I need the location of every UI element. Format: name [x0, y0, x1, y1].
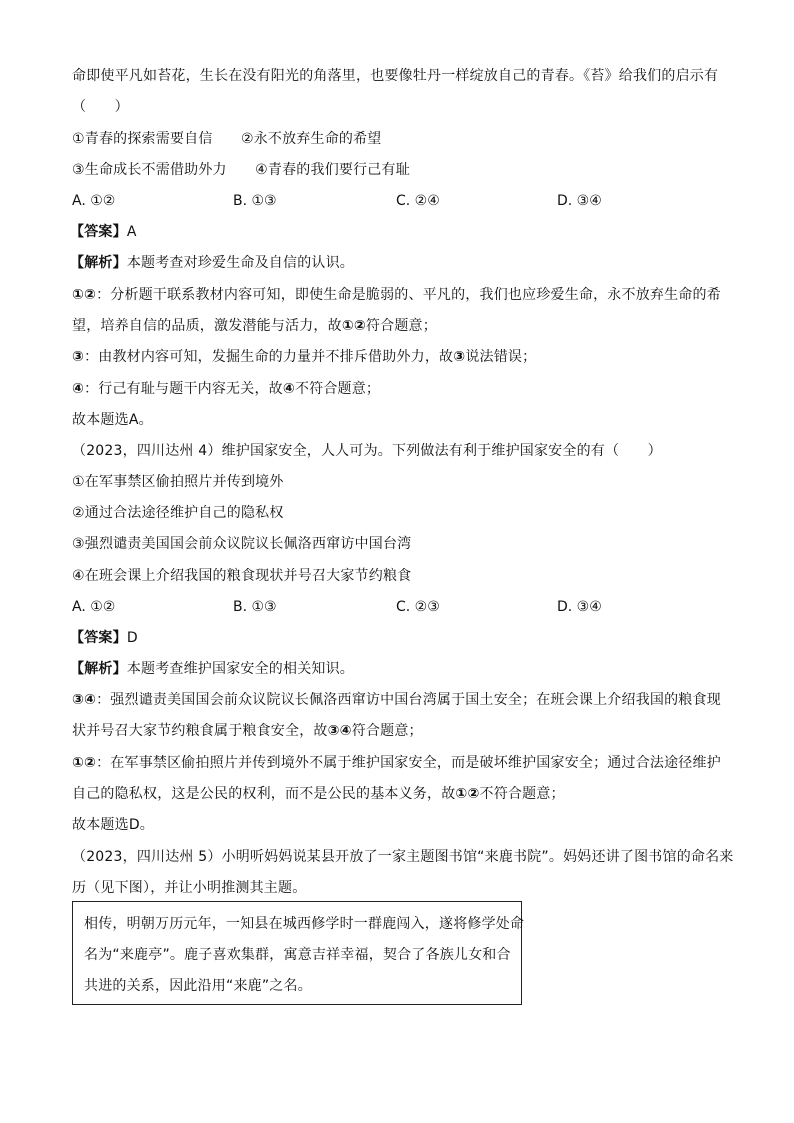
q4-conclusion	[72, 815, 154, 835]
text: 不符合题意；	[479, 786, 565, 802]
marks: ③④	[72, 692, 97, 708]
q3-analysis-p3	[72, 379, 380, 399]
q5-stem-line2: 历（见下图），并让小明推测其主题。	[72, 880, 307, 896]
text: D。	[128, 817, 154, 833]
q4-option-a: A. ①②	[72, 599, 116, 615]
q4-item-2: ②通过合法途径维护自己的隐私权	[72, 505, 284, 521]
marks: ①②	[72, 287, 97, 303]
q3-option-c: C. ②④	[396, 193, 440, 209]
text: 故本题选	[72, 412, 129, 428]
q3-option-a: A. ①②	[72, 193, 116, 209]
marks: ①②	[455, 786, 480, 802]
text: 故本题选	[72, 817, 129, 833]
quote-line: 共进的关系，因此沿用“来鹿”之名。	[84, 978, 312, 994]
q3-answer	[70, 222, 137, 242]
q4-analysis-p1-line1	[72, 690, 721, 710]
text: ：分析题干联系教材内容可知，即使生命是脆弱的、平凡的，我们也应珍爱生命，永不放弃生命的希	[96, 287, 721, 303]
q4-stem: （2023，四川达州 4）维护国家安全，人人可为。下列做法有利于维护国家安全的有（ ）	[72, 443, 662, 459]
marks: ③④	[327, 723, 352, 739]
q4-analysis-p2-line1	[72, 753, 721, 773]
marks: ①②	[341, 318, 366, 334]
answer-value: A	[126, 224, 137, 240]
q3-conclusion	[72, 410, 153, 430]
marks: ④	[72, 381, 85, 397]
q4-item-1: ①在军事禁区偷拍照片并传到境外	[72, 474, 284, 490]
text: ：强烈谴责美国国会前众议院议长佩洛西窜访中国台湾属于国土安全；在班会课上介绍我国的粮食现	[96, 692, 721, 708]
q3-stem-line2: （ ）	[72, 99, 129, 115]
analysis-text: 本题考查维护国家安全的相关知识。	[126, 661, 355, 677]
q4-analysis-intro	[70, 659, 354, 679]
text: 状并号召大家节约粮食属于粮食安全，故	[72, 723, 328, 739]
q3-analysis-p1-line1	[72, 285, 721, 305]
q4-item-4: ④在班会课上介绍我国的粮食现状并号召大家节约粮食	[72, 568, 412, 584]
quote-line: 相传，明朝万历元年，一知县在城西修学时一群鹿闯入，遂将修学处命	[84, 916, 525, 932]
answer-tag: 【答案】	[70, 630, 127, 646]
marks: ④	[282, 381, 295, 397]
q3-items-line2: ③生命成长不需借助外力 ④青春的我们要行己有耻	[72, 162, 410, 178]
q4-option-c: C. ②③	[396, 599, 440, 615]
text: ：行己有耻与题干内容无关，故	[84, 381, 283, 397]
marks: ①②	[72, 755, 97, 771]
text: A。	[128, 412, 153, 428]
q5-quote-box	[72, 901, 525, 1005]
q3-analysis-p2	[72, 347, 536, 367]
q4-option-b: B. ①③	[233, 599, 277, 615]
q4-option-d: D. ③④	[557, 599, 602, 615]
quote-line: 名为“来鹿亭”。鹿子喜欢集群，寓意吉祥幸福，契合了各族儿女和合	[84, 947, 511, 963]
q3-stem-line1: 命即使平凡如苔花，生长在没有阳光的角落里，也要像牡丹一样绽放自己的青春。《苔》给我们的启示有	[72, 68, 719, 84]
text: ：由教材内容可知，发掘生命的力量并不排斥借助外力，故	[84, 349, 454, 365]
q3-analysis-p1-line2	[72, 316, 437, 336]
marks: ③	[72, 349, 85, 365]
text: 说法错误；	[465, 349, 537, 365]
q3-analysis-intro	[70, 253, 354, 273]
q4-analysis-p2-line2	[72, 784, 565, 804]
q5-stem-line1: （2023，四川达州 5）小明听妈妈说某县开放了一家主题图书馆“来鹿书院”。妈妈还讲了图书馆的命名来	[72, 849, 734, 865]
marks: ③	[453, 349, 466, 365]
q4-answer	[70, 628, 138, 648]
answer-tag: 【答案】	[70, 224, 127, 240]
text: 符合题意；	[365, 318, 437, 334]
q4-item-3: ③强烈谴责美国国会前众议院议长佩洛西窜访中国台湾	[72, 536, 412, 552]
q3-items-line1: ①青春的探索需要自信 ②永不放弃生命的希望	[72, 131, 382, 147]
text: 符合题意；	[351, 723, 423, 739]
analysis-tag: 【解析】	[70, 661, 127, 677]
text: ：在军事禁区偷拍照片并传到境外不属于维护国家安全，而是破坏维护国家安全；通过合法途径维护	[96, 755, 721, 771]
answer-value: D	[126, 630, 138, 646]
q3-option-d: D. ③④	[557, 193, 602, 209]
analysis-tag: 【解析】	[70, 255, 127, 271]
analysis-text: 本题考查对珍爱生命及自信的认识。	[126, 255, 355, 271]
q3-option-b: B. ①③	[233, 193, 277, 209]
q4-analysis-p1-line2	[72, 721, 423, 741]
text: 不符合题意；	[294, 381, 381, 397]
text: 自己的隐私权，这是公民的权利，而不是公民的基本义务，故	[72, 786, 456, 802]
text: 望，培养自信的品质，激发潜能与活力，故	[72, 318, 342, 334]
